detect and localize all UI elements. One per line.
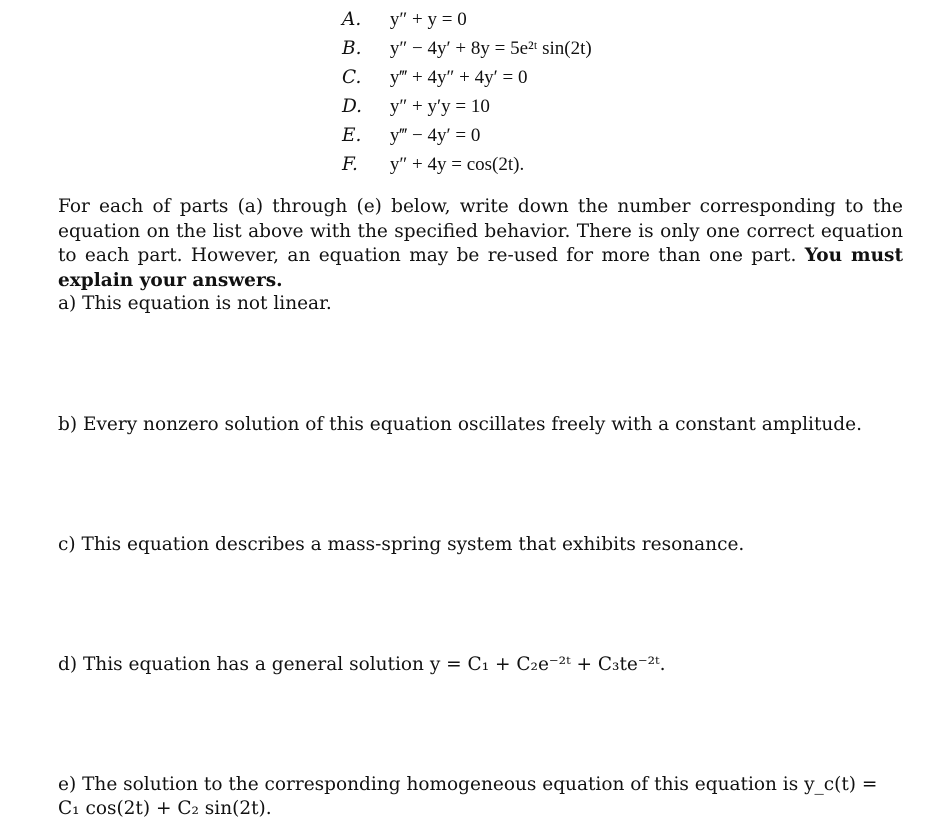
equation-e xyxy=(342,121,592,150)
part-a xyxy=(58,292,903,316)
equation-letter: C. xyxy=(342,67,362,88)
equation-letter: B. xyxy=(342,38,362,59)
part-b xyxy=(58,413,903,437)
equation-f xyxy=(342,150,592,179)
equation-text: y″ + 4y = cos(2t). xyxy=(389,154,525,175)
instructions-emphasis: You must explain your answers. xyxy=(58,245,903,291)
equation-text: y‴ − 4y′ = 0 xyxy=(389,125,481,146)
equation-text: y″ + y′y = 10 xyxy=(389,96,490,117)
part-c xyxy=(58,533,903,557)
part-label: a) xyxy=(58,293,77,314)
part-label: c) xyxy=(58,534,76,555)
part-text: This equation is not linear. xyxy=(82,293,332,314)
equation-d xyxy=(342,92,592,121)
instructions-paragraph xyxy=(58,195,903,293)
equation-letter: A. xyxy=(342,9,362,30)
part-d xyxy=(58,653,903,677)
part-label: d) xyxy=(58,654,78,675)
equation-letter: D. xyxy=(342,96,363,117)
part-text: This equation describes a mass-spring system that exhibits resonance. xyxy=(81,534,745,555)
instructions-text: For each of parts (a) through (e) below, write down the number corresponding to the equation on the list above with the specified behavior. There is only one correct equation to each part. However, an equation may be re-used for more than one part. xyxy=(58,196,903,266)
part-label: b) xyxy=(58,414,78,435)
part-text: The solution to the corresponding homogeneous equation of this equation is y_c(t) = C₁ cos(2t) + C₂ sin(2t). xyxy=(58,774,878,819)
equation-a xyxy=(342,5,592,34)
equation-text: y″ − 4y′ + 8y = 5e²ᵗ sin(2t) xyxy=(389,38,592,59)
equation-letter: F. xyxy=(342,154,358,175)
part-label: e) xyxy=(58,774,77,795)
part-text: This equation has a general solution y = C₁ + C₂e⁻²ᵗ + C₃te⁻²ᵗ. xyxy=(82,654,666,675)
part-text: Every nonzero solution of this equation oscillates freely with a constant amplitude. xyxy=(82,414,862,435)
part-e xyxy=(58,773,903,821)
equation-text: y″ + y = 0 xyxy=(389,9,467,30)
equation-list xyxy=(342,5,592,179)
equation-letter: E. xyxy=(342,125,362,146)
equation-c xyxy=(342,63,592,92)
equation-b xyxy=(342,34,592,63)
equation-text: y‴ + 4y″ + 4y′ = 0 xyxy=(389,67,528,88)
